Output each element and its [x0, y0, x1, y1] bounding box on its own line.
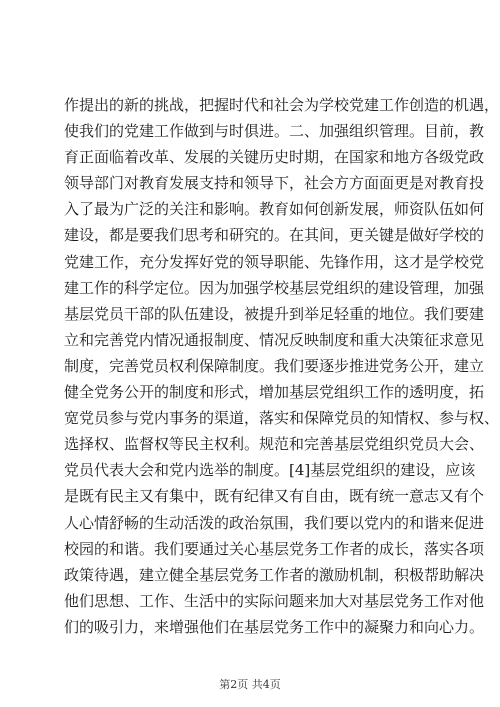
text-line: 人心情舒畅的生动活泼的政治氛围，我们要以党内的和谐来促进	[64, 513, 485, 532]
text-line: 健全党务公开的制度和形式，增加基层党组织工作的透明度，拓	[64, 383, 485, 402]
text-line: 入了最为广泛的关注和影响。教育如何创新发展，师资队伍如何	[64, 200, 485, 219]
text-line: 立和完善党内情况通报制度、情况反映制度和重大决策征求意见	[64, 330, 485, 349]
text-line: 建设，都是要我们思考和研究的。在其间，更关键是做好学校的	[64, 226, 485, 245]
text-line: 作提出的新的挑战，把握时代和社会为学校党建工作创造的机遇，	[64, 96, 500, 114]
text-line: 们的吸引力，来增强他们在基层党务工作中的凝聚力和向心力。	[64, 617, 485, 636]
text-line: 党员代表大会和党内选举的制度。[4]基层党组织的建设，应该	[64, 461, 476, 480]
text-line: 是既有民主又有集中，既有纪律又有自由，既有统一意志又有个	[64, 487, 485, 506]
text-line: 领导部门对教育发展支持和领导下，社会方方面面更是对教育投	[64, 174, 485, 193]
text-line: 基层党员干部的队伍建设，被提升到举足轻重的地位。我们要建	[64, 304, 485, 323]
text-line: 育正面临着改革、发展的关键历史时期，在国家和地方各级党政	[64, 148, 485, 167]
text-line: 校园的和谐。我们要通过关心基层党务工作者的成长，落实各项	[64, 539, 485, 558]
text-line: 他们思想、工作、生活中的实际问题来加大对基层党务工作对他	[64, 591, 485, 610]
text-line: 政策待遇，建立健全基层党务工作者的激励机制，积极帮助解决	[64, 565, 485, 584]
text-line: 建工作的科学定位。因为加强学校基层党组织的建设管理，加强	[64, 278, 485, 297]
text-line: 选择权、监督权等民主权利。规范和完善基层党组织党员大会、	[64, 435, 485, 454]
text-line: 宽党员参与党内事务的渠道，落实和保障党员的知情权、参与权、	[64, 409, 500, 428]
text-line: 使我们的党建工作做到与时俱进。二、加强组织管理。目前，教	[64, 122, 485, 141]
page-number: 第2页 共4页	[219, 678, 281, 691]
text-line: 制度，完善党员权利保障制度。我们要逐步推进党务公开，建立	[64, 356, 485, 375]
body-text	[64, 92, 500, 640]
text-line: 党建工作，充分发挥好党的领导职能、先锋作用，这才是学校党	[64, 252, 485, 271]
